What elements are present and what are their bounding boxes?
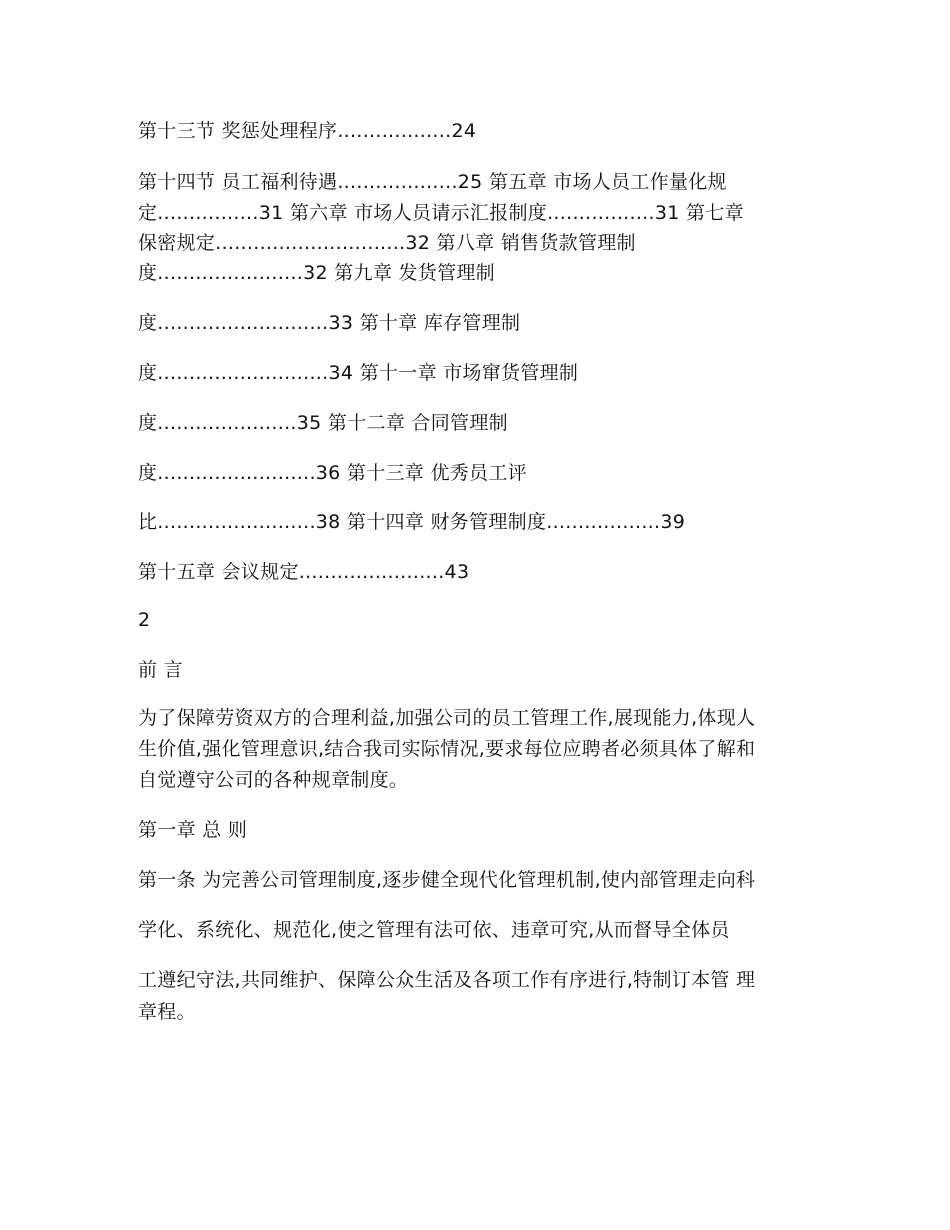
toc-line: 定................31 第六章 市场人员请示汇报制度.................31 第七章 (138, 202, 744, 224)
preface-line: 生价值,强化管理意识,结合我司实际情况,要求每位应聘者必须具体了解和 (138, 738, 756, 760)
toc-line: 比.........................38 第十四章 财务管理制度..................39 (138, 511, 686, 533)
preface-heading: 前 言 (138, 659, 183, 681)
page-number: 2 (138, 609, 151, 631)
toc-line: 度.......................32 第九章 发货管理制 (138, 262, 495, 284)
article-line: 第一条 为完善公司管理制度,逐步健全现代化管理机制,使内部管理走向科 (138, 869, 756, 891)
toc-line: 度.........................36 第十三章 优秀员工评 (138, 462, 527, 484)
toc-line: 第十五章 会议规定.......................43 (138, 561, 470, 583)
article-line: 工遵纪守法,共同维护、保障公众生活及各项工作有序进行,特制订本管 理 (138, 969, 756, 991)
toc-line: 第十三节 奖惩处理程序..................24 (138, 120, 477, 142)
preface-line: 为了保障劳资双方的合理利益,加强公司的员工管理工作,展现能力,体现人 (138, 707, 756, 729)
chapter-heading: 第一章 总 则 (138, 819, 248, 841)
preface-line: 自觉遵守公司的各种规章制度。 (138, 769, 409, 791)
toc-line: 度......................35 第十二章 合同管理制 (138, 412, 508, 434)
article-line: 章程。 (138, 1001, 196, 1023)
toc-line: 第十四节 员工福利待遇...................25 第五章 市场人员工作量化规 (138, 171, 727, 193)
toc-line: 保密规定..............................32 第八章 销售货款管理制 (138, 232, 636, 254)
article-line: 学化、系统化、规范化,使之管理有法可依、违章可究,从而督导全体员 (138, 919, 730, 941)
toc-line: 度...........................33 第十章 库存管理制 (138, 312, 521, 334)
toc-line: 度...........................34 第十一章 市场窜货管理制 (138, 362, 579, 384)
